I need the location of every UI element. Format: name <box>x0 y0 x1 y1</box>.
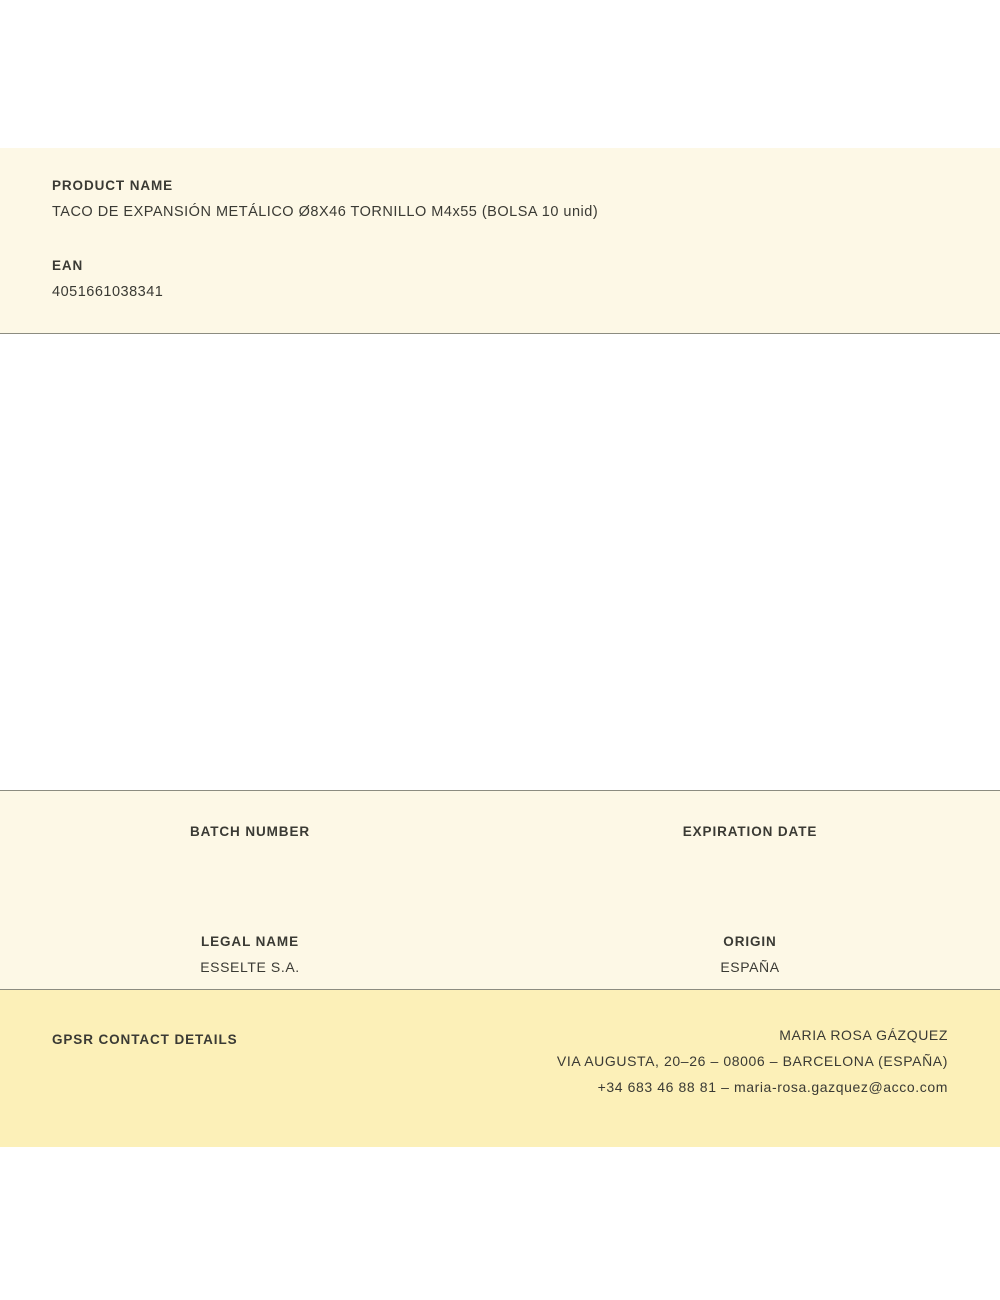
gpsr-contact-address: VIA AUGUSTA, 20–26 – 08006 – BARCELONA (ESPAÑA) <box>556 1053 948 1069</box>
gpsr-contact-title: GPSR CONTACT DETAILS <box>52 1032 238 1047</box>
blank-content-area <box>0 334 1000 790</box>
legal-name-cell <box>0 934 500 976</box>
expiration-date-value <box>500 849 1000 866</box>
product-info-block <box>0 148 1000 334</box>
product-metadata-block <box>0 790 1000 990</box>
metadata-row-batch <box>0 791 1000 866</box>
legal-name-value: ESSELTE S.A. <box>200 959 300 975</box>
origin-value: ESPAÑA <box>720 959 780 975</box>
gpsr-contact-person: MARIA ROSA GÁZQUEZ <box>779 1027 948 1043</box>
origin-cell <box>500 934 1000 976</box>
ean-value: 4051661038341 <box>52 284 164 300</box>
gpsr-contact-block <box>0 990 1000 1147</box>
block-spacer <box>52 220 950 258</box>
legal-name-label: LEGAL NAME <box>200 934 299 949</box>
batch-number-cell <box>0 824 500 866</box>
metadata-row-legal <box>0 866 1000 976</box>
batch-number-label: BATCH NUMBER <box>189 824 311 839</box>
gpsr-contact-phone-email: +34 683 46 88 81 – maria-rosa.gazquez@acco.com <box>597 1079 948 1095</box>
bottom-blank-area <box>0 1147 1000 1300</box>
ean-label: EAN <box>52 258 84 273</box>
origin-label: ORIGIN <box>723 934 777 949</box>
gpsr-contact-details <box>557 1022 948 1100</box>
expiration-date-label: EXPIRATION DATE <box>682 824 818 839</box>
product-name-value: TACO DE EXPANSIÓN METÁLICO Ø8X46 TORNILLO M4x55 (BOLSA 10 unid) <box>52 204 599 220</box>
expiration-date-cell <box>500 824 1000 866</box>
product-name-label: PRODUCT NAME <box>52 178 174 193</box>
batch-number-value <box>0 849 500 866</box>
